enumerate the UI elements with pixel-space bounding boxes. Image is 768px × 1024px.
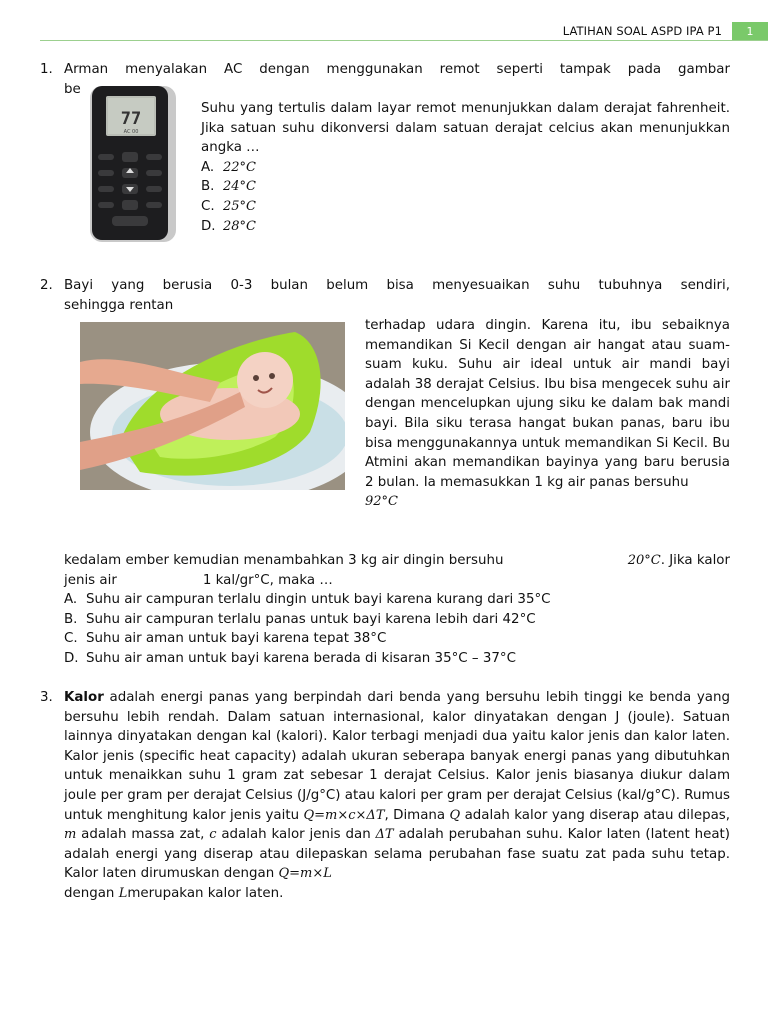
option-text: Suhu air campuran terlalu dingin untuk bayi karena kurang dari 35°C bbox=[86, 592, 551, 608]
text-segment: . Jika kalor bbox=[660, 553, 730, 568]
page-header bbox=[563, 22, 768, 40]
option-letter: A. bbox=[201, 159, 215, 175]
header-title: LATIHAN SOAL ASPD IPA P1 bbox=[562, 24, 722, 38]
option-text: 22°C bbox=[223, 159, 256, 175]
variable-delta-t: ΔT bbox=[375, 827, 394, 843]
variable-m: m bbox=[64, 827, 77, 843]
header-rule bbox=[40, 40, 768, 41]
question-text-line: be bbox=[64, 81, 81, 97]
question-text-line bbox=[64, 571, 730, 591]
variable-c: c bbox=[209, 827, 217, 843]
option-d[interactable] bbox=[64, 649, 730, 669]
temp-hot: 92°C bbox=[365, 494, 398, 510]
question-3-paragraph bbox=[64, 688, 730, 904]
option-text: Suhu air aman untuk bayi karena tepat 38°C bbox=[86, 631, 387, 647]
remote-display-temp: 77 bbox=[120, 109, 142, 129]
variable-q: Q bbox=[449, 807, 461, 823]
baby-bath-image bbox=[80, 322, 345, 490]
option-letter: B. bbox=[201, 179, 215, 195]
variable-l: L bbox=[118, 885, 128, 901]
question-text-line: Arman menyalakan AC dengan menggunakan remot seperti tampak pada gambar bbox=[64, 62, 730, 77]
page-number-badge: 1 bbox=[732, 22, 768, 40]
option-a[interactable] bbox=[201, 158, 730, 178]
option-letter: C. bbox=[64, 631, 78, 647]
question-3 bbox=[40, 688, 730, 904]
option-letter: C. bbox=[201, 198, 215, 214]
option-text: 24°C bbox=[223, 179, 256, 195]
text-segment: adalah massa zat, bbox=[76, 827, 210, 843]
text-segment: 1 kal/gr°C, maka … bbox=[202, 572, 333, 588]
option-b[interactable] bbox=[64, 610, 730, 630]
text-segment: adalah kalor yang diserap atau dilepas, bbox=[460, 807, 731, 823]
text-segment: jenis air bbox=[64, 572, 117, 588]
text-segment: kedalam ember kemudian menambahkan 3 kg air dingin bersuhu bbox=[64, 553, 504, 568]
question-2-options bbox=[64, 590, 730, 668]
formula-latent-heat: Q=m×L bbox=[278, 866, 332, 882]
question-1-description: Suhu yang tertulis dalam layar remot menunjukkan dalam derajat fahrenheit. Jika satuan suhu dikonversi dalam satuan derajat celcius akan menunjukkan angka … bbox=[201, 101, 730, 156]
option-letter: D. bbox=[64, 650, 79, 666]
question-text-line bbox=[64, 551, 730, 571]
option-text: 25°C bbox=[223, 198, 256, 214]
option-d[interactable] bbox=[201, 217, 730, 237]
option-a[interactable] bbox=[64, 590, 730, 610]
question-text-line: Bayi yang berusia 0-3 bulan belum bisa menyesuaikan suhu tubuhnya sendiri, bbox=[64, 278, 730, 293]
text-segment: adalah kalor jenis dan bbox=[216, 827, 376, 843]
question-number: 1. bbox=[40, 62, 53, 77]
question-2-paragraph bbox=[365, 316, 730, 512]
option-c[interactable] bbox=[64, 629, 730, 649]
term-kalor: Kalor bbox=[64, 690, 104, 705]
option-text: Suhu air campuran terlalu panas untuk bayi karena lebih dari 42°C bbox=[86, 611, 536, 627]
question-2-continuation bbox=[40, 551, 730, 669]
temp-cold: 20°C bbox=[627, 553, 661, 568]
question-number: 3. bbox=[40, 690, 53, 705]
option-letter: D. bbox=[201, 218, 216, 234]
option-b[interactable] bbox=[201, 177, 730, 197]
text-segment: adalah energi panas yang berpindah dari benda yang bersuhu lebih tinggi ke benda yang bersuhu lebih rendah. Dalam satuan internasional, kalor dinyatakan dengan J (joule). Satuan lainnya dinyatakan dengan kal (kalori). Kalor terbagi menjadi dua yaitu kalor jenis dan kalor laten. Kalor jenis (specific heat capacity) adalah ukuran seberapa banyak energi panas yang dibutuhkan untuk menaikkan suhu 1 gram zat sebesar 1 derajat Celsius. Kalor jenis biasanya diukur dalam joule per gram per derajat Celsius (J/g°C) atau kalori per gram per derajat Celsius (kal/g°C). Rumus untuk menghitung kalor jenis yaitu bbox=[64, 690, 730, 823]
question-2 bbox=[40, 276, 730, 315]
text-segment: merupakan kalor laten. bbox=[127, 885, 284, 901]
formula-specific-heat: Q=m×c×ΔT bbox=[303, 807, 385, 823]
question-number: 2. bbox=[40, 278, 53, 293]
option-text: Suhu air aman untuk bayi karena berada di kisaran 35°C – 37°C bbox=[86, 650, 516, 666]
option-text: 28°C bbox=[223, 218, 256, 234]
text-segment: adalah perubahan suhu. Kalor laten (latent heat) adalah energi yang diserap atau dilepaskan selama perubahan fase suatu zat pada suhu tetap. Kalor laten dirumuskan dengan bbox=[64, 827, 731, 882]
question-2-description: terhadap udara dingin. Karena itu, ibu sebaiknya memandikan Si Kecil dengan air hangat atau suam-suam kuku. Suhu air ideal untuk air mandi bayi adalah 38 derajat Celsius. Ibu bisa mengecek suhu air dengan mencelupkan ujung siku ke dalam bak mandi bayi. Bila siku terasa hangat bukan panas, baru ibu bisa menggunakannya untuk memandikan Si Kecil. Bu Atmini akan memandikan bayinya yang baru berusia 2 bulan. Ia memasukkan 1 kg air panas bersuhu bbox=[365, 318, 730, 490]
option-c[interactable] bbox=[201, 197, 730, 217]
text-segment: , Dimana bbox=[384, 807, 450, 823]
remote-display-sub: AC 00 bbox=[123, 129, 139, 135]
question-text-line: sehingga rentan bbox=[64, 297, 174, 313]
text-segment: dengan bbox=[64, 885, 119, 901]
question-1-options bbox=[201, 158, 730, 236]
option-letter: A. bbox=[64, 592, 78, 608]
question-1-paragraph bbox=[201, 99, 730, 236]
option-letter: B. bbox=[64, 611, 78, 627]
ac-remote-image bbox=[84, 84, 176, 242]
